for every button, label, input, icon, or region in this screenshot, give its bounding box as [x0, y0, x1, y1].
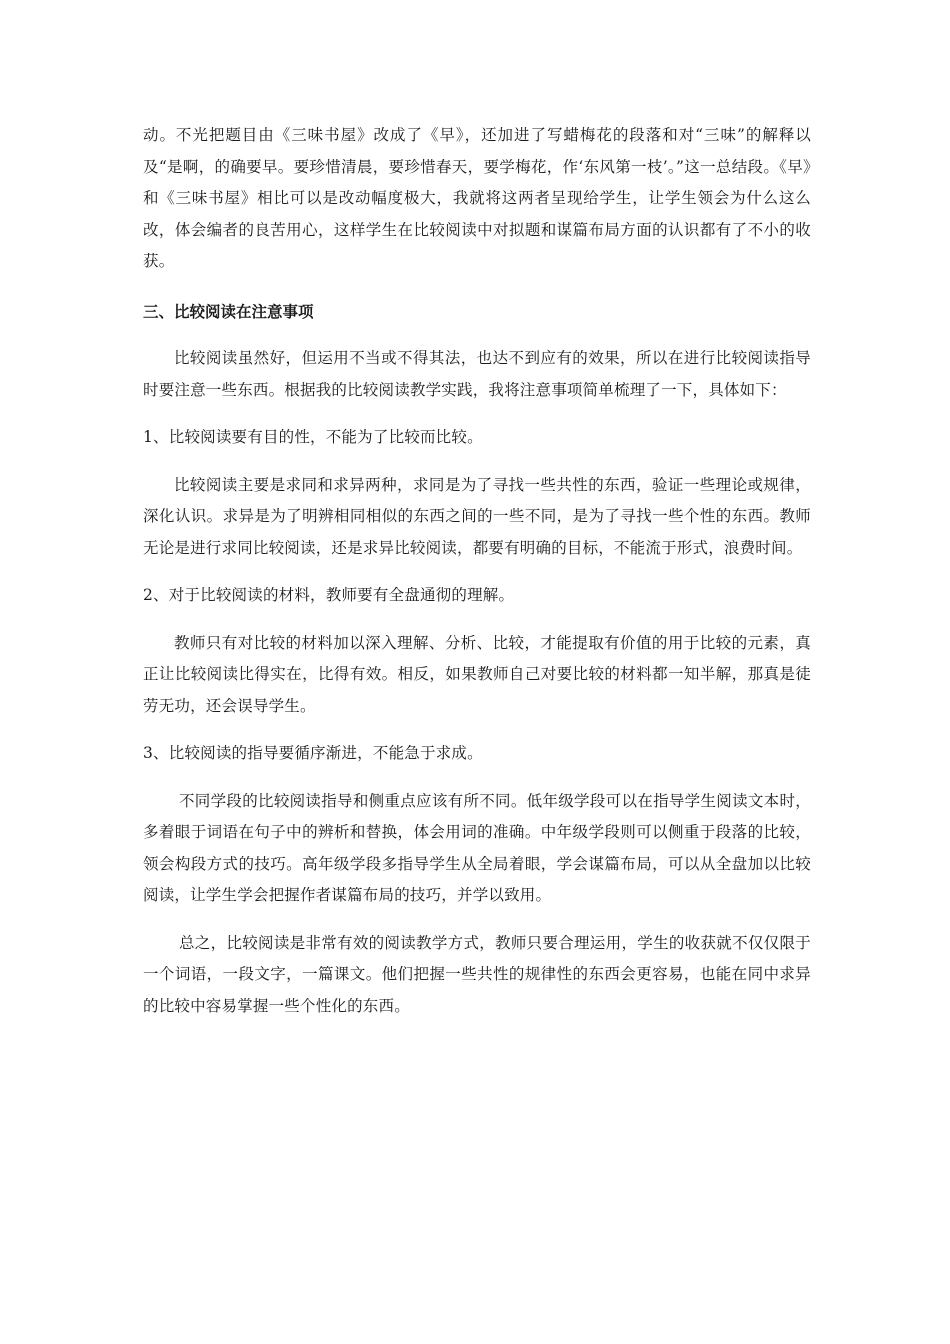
paragraph-intro: 比较阅读虽然好，但运用不当或不得其法，也达不到应有的效果，所以在进行比较阅读指导时要注意一些东西。根据我的比较阅读教学实践，我将注意事项简单梳理了一下，具体如下： [143, 349, 811, 399]
document-body [143, 120, 811, 1022]
subheading-2: 2、对于比较阅读的材料，教师要有全盘通彻的理解。 [143, 586, 515, 604]
subheading-3: 3、比较阅读的指导要循序渐进，不能急于求成。 [143, 744, 483, 762]
paragraph-1: 比较阅读主要是求同和求异两种，求同是为了寻找一些共性的东西，验证一些理论或规律，深化认识。求异是为了明辨相同相似的东西之间的一些不同，是为了寻找一些个性的东西。教师无论是进行求同比较阅读，还是求异比较阅读，都要有明确的目标，不能流于形式，浪费时间。 [143, 475, 811, 557]
paragraph-conclusion: 总之，比较阅读是非常有效的阅读教学方式，教师只要合理运用，学生的收获就不仅仅限于一个词语，一段文字，一篇课文。他们把握一些共性的规律性的东西会更容易，也能在同中求异的比较中容易掌握一些个性化的东西。 [143, 933, 811, 1015]
paragraph-2: 教师只有对比较的材料加以深入理解、分析、比较，才能提取有价值的用于比较的元素，真正让比较阅读比得实在，比得有效。相反，如果教师自己对要比较的材料都一知半解，那真是徒劳无功，还会误导学生。 [143, 633, 811, 715]
paragraph-3: 不同学段的比较阅读指导和侧重点应该有所不同。低年级学段可以在指导学生阅读文本时，多着眼于词语在句子中的辨析和替换，体会用词的准确。中年级学段则可以侧重于段落的比较，领会构段方式的技巧。高年级学段多指导学生从全局着眼，学会谋篇布局，可以从全盘加以比较阅读，让学生学会把握作者谋篇布局的技巧，并学以致用。 [143, 791, 811, 904]
section-heading: 三、比较阅读在注意事项 [143, 301, 314, 321]
subheading-1: 1、比较阅读要有目的性，不能为了比较而比较。 [143, 428, 483, 446]
paragraph-continuation: 动。不光把题目由《三味书屋》改成了《早》，还加进了写蜡梅花的段落和对“三味”的解释以及“是啊，的确要早。要珍惜清晨，要珍惜春天，要学梅花，作‘东风第一枝’。”这一总结段。《早》和《三味书屋》相比可以是改动幅度极大，我就将这两者呈现给学生，让学生领会为什么这么改，体会编者的良苦用心，这样学生在比较阅读中对拟题和谋篇布局方面的认识都有了不小的收获。 [143, 126, 811, 270]
